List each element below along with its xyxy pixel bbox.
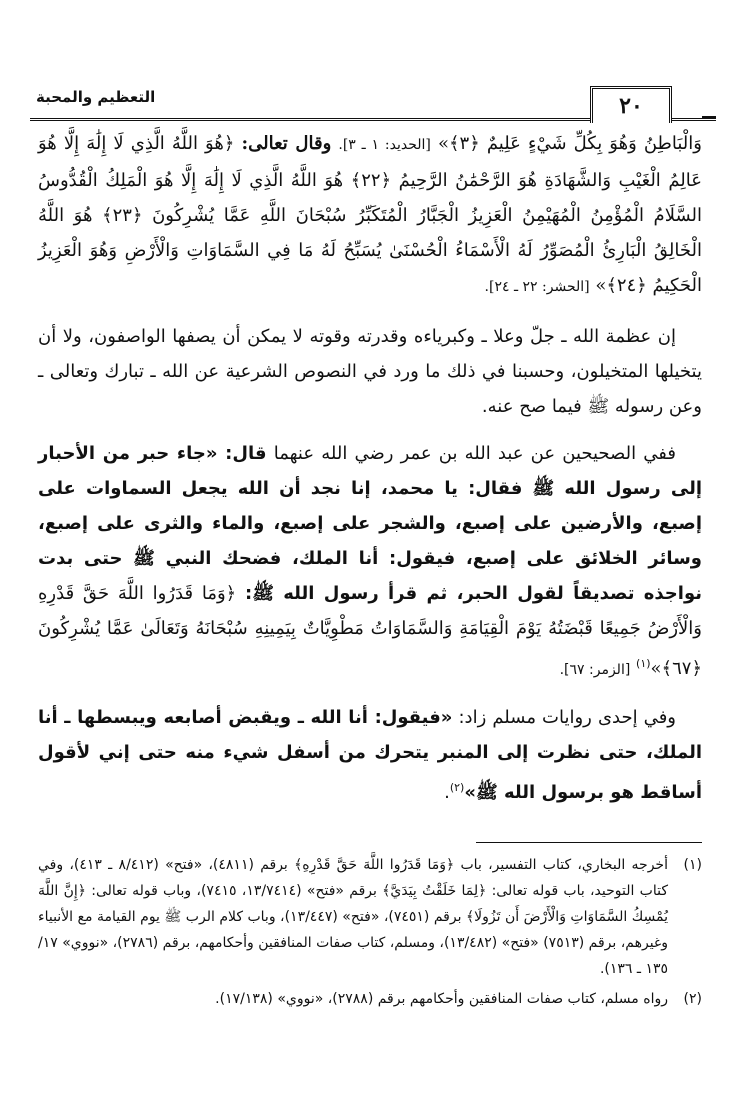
footnote-ref-2[interactable]: (٢) — [449, 781, 465, 794]
quran-block-1 — [38, 126, 702, 305]
quran-ref-hadid: [الحديد: ١ ـ ٣]. — [338, 137, 431, 153]
muslim-intro: وفي إحدى روايات مسلم زاد: — [458, 707, 676, 728]
hadith-quran: ﴿وَمَا قَدَرُوا اللَّهَ حَقَّ قَدْرِهِ وَالْأَرْضُ جَمِيعًا قَبْضَتُهُ يَوْمَ الْقِيَامَةِ وَالسَّمَاوَاتُ مَطْوِيَّاتٌ بِيَمِينِهِ سُبْحَانَهُ وَتَعَالَىٰ عَمَّا يُشْرِكُونَ ﴿٦٧﴾» — [38, 583, 702, 679]
footnote-2 — [38, 986, 702, 1012]
footnote-number: (١) — [683, 857, 702, 873]
running-title: التعظيم والمحبة — [36, 88, 156, 106]
paragraph-1: إن عظمة الله ـ جلّ وعلا ـ وكبرياءه وقدرته وقوته لا يمكن أن يصفها الواصفون، ولا أن يتخيلها المتخيلون، وحسبنا في ذلك ما ورد في النصوص الشرعية عن الله ـ تبارك وتعالى ـ وعن رسوله ﷺ فيما صح عنه. — [38, 326, 702, 417]
footnote-number: (٢) — [683, 991, 702, 1007]
quran-verse-hadid: وَالْبَاطِنُ وَهُوَ بِكُلِّ شَيْءٍ عَلِيمٌ ﴿٣﴾» — [437, 133, 702, 154]
page-header — [30, 80, 716, 120]
paragraph-3: وفي إحدى روايات مسلم زاد: «فيقول: أنا الله ـ ويقبض أصابعه ويبسطها ـ أنا الملك، حتى نظرت إلى المنبر يتحرك من أسفل شيء منه حتى إني لأقول أساقط هو برسول الله ﷺ»$^{(٢)}$. — [38, 707, 702, 803]
footnote-text: رواه مسلم، كتاب صفات المنافقين وأحكامهم برقم (٢٧٨٨)، «نووي» (١٧/١٣٨). — [215, 991, 668, 1007]
quran-verse-hashr: ﴿هُوَ اللَّهُ الَّذِي لَا إِلَٰهَ إِلَّا هُوَ عَالِمُ الْغَيْبِ وَالشَّهَادَةِ هُوَ الرَّحْمَٰنُ الرَّحِيمُ ﴿٢٢﴾ هُوَ اللَّهُ الَّذِي لَا إِلَٰهَ إِلَّا هُوَ الْمَلِكُ الْقُدُّوسُ السَّلَامُ الْمُؤْمِنُ الْمُهَيْمِنُ الْعَزِيزُ الْجَبَّارُ الْمُتَكَبِّرُ سُبْحَانَ اللَّهِ عَمَّا يُشْرِكُونَ ﴿٢٣﴾ هُوَ اللَّهُ الْخَالِقُ الْبَارِئُ الْمُصَوِّرُ لَهُ الْأَسْمَاءُ الْحُسْنَىٰ يُسَبِّحُ لَهُ مَا فِي السَّمَاوَاتِ وَالْأَرْضِ وَهُوَ الْعَزِيزُ الْحَكِيمُ ﴿٢٤﴾» — [38, 133, 703, 296]
hadith-intro: ففي الصحيحين عن عبد الله بن عمر رضي الله عنهما — [273, 443, 676, 464]
footnotes — [38, 852, 702, 1016]
page-number: ٢٠ — [590, 86, 672, 123]
hadith-text: قال: «جاء حبر من الأحبار إلى رسول الله ﷺ فقال: يا محمد، إنا نجد أن الله يجعل السماوات على إصبع، والأرضين على إصبع، والشجر على إصبع، والماء والثرى على إصبع، وسائر الخلائق على إصبع، فيقول: أنا الملك، فضحك النبي ﷺ حتى بدت نواجذه تصديقاً لقول الحبر، ثم قرأ رسول الله ﷺ: — [38, 443, 702, 604]
quran-intro: وقال تعالى: — [241, 133, 332, 154]
main-text — [38, 126, 702, 810]
header-tick — [702, 116, 716, 118]
quran-ref-zumar: [الزمر: ٦٧]. — [559, 662, 631, 678]
paragraph-2 — [38, 436, 702, 688]
muslim-text: «فيقول: أنا الله ـ ويقبض أصابعه ويبسطها ـ أنا الملك، حتى نظرت إلى المنبر يتحرك من أسفل شيء منه حتى إني لأقول أساقط هو برسول الله ﷺ» — [38, 707, 702, 803]
footnote-ref-1[interactable]: (١) — [636, 657, 651, 670]
footnote-separator — [476, 842, 702, 843]
footnote-1 — [38, 852, 702, 982]
footnote-text: أخرجه البخاري، كتاب التفسير، باب ﴿وَمَا قَدَرُوا اللَّهَ حَقَّ قَدْرِهِ﴾ برقم (٤٨١١)، «فتح» (٨/٤١٢ ـ ٤١٣)، وفي كتاب التوحيد، باب قوله تعالى: ﴿لِمَا خَلَقْتُ بِيَدَيَّ﴾ برقم «فتح» (١٣/٧٤١٤، ٧٤١٥)، وباب قوله تعالى: ﴿إِنَّ اللَّهَ يُمْسِكُ السَّمَاوَاتِ وَالْأَرْضَ أَن تَزُولَا﴾ برقم (٧٤٥١)، «فتح» (١٣/٤٤٧)، وباب كلام الرب ﷺ يوم القيامة مع الأنبياء وغيرهم، برقم (٧٥١٣) «فتح» (١٣/٤٨٢)، ومسلم، كتاب صفات المنافقين وأحكامهم، برقم (٢٧٨٦)، «نووي» ١٧/ ١٣٥ ـ ١٣٦). — [38, 857, 669, 977]
quran-ref-hashr: [الحشر: ٢٢ ـ ٢٤]. — [484, 279, 590, 295]
